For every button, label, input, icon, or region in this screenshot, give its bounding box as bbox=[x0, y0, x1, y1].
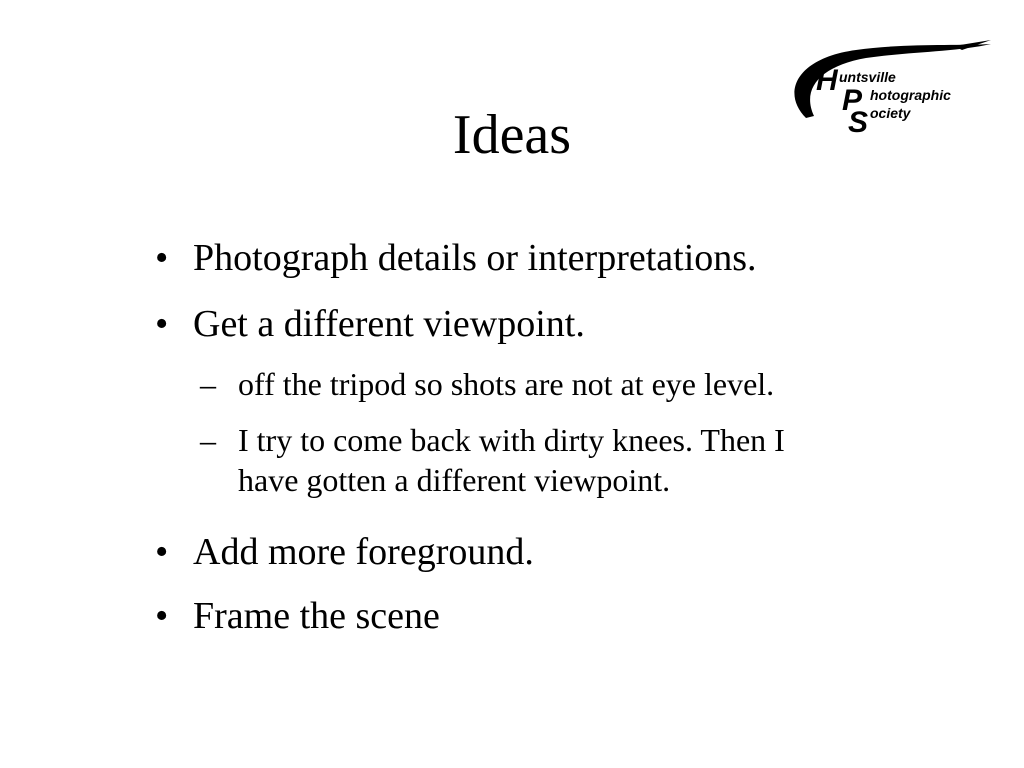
sub-bullet-text bbox=[238, 420, 785, 500]
logo-initial-s: S bbox=[848, 106, 869, 138]
logo-word-photographic: hotographic bbox=[870, 87, 951, 103]
dash-icon: – bbox=[200, 422, 216, 458]
bullet-text: Add more foreground. bbox=[193, 531, 534, 573]
bullet-icon: • bbox=[155, 237, 169, 279]
sub-bullet-text-line-1: I try to come back with dirty knees. Then I bbox=[238, 422, 785, 458]
dash-icon: – bbox=[200, 366, 216, 402]
logo-word-huntsville: untsville bbox=[839, 69, 896, 85]
bullet-icon: • bbox=[155, 531, 169, 573]
logo-word-society: ociety bbox=[870, 105, 911, 121]
bullet-icon: • bbox=[155, 595, 169, 637]
bullet-icon: • bbox=[155, 303, 169, 345]
slide-title: Ideas bbox=[452, 104, 572, 166]
bullet-text: Get a different viewpoint. bbox=[193, 303, 585, 345]
logo-initial-h: H bbox=[816, 64, 838, 97]
bullet-text: Frame the scene bbox=[193, 595, 440, 637]
sub-bullet-text: off the tripod so shots are not at eye level. bbox=[238, 366, 775, 402]
sub-bullet-text-line-2: have gotten a different viewpoint. bbox=[238, 462, 671, 498]
logo-initial-p: P bbox=[842, 84, 863, 117]
bullet-text: Photograph details or interpretations. bbox=[193, 237, 757, 279]
